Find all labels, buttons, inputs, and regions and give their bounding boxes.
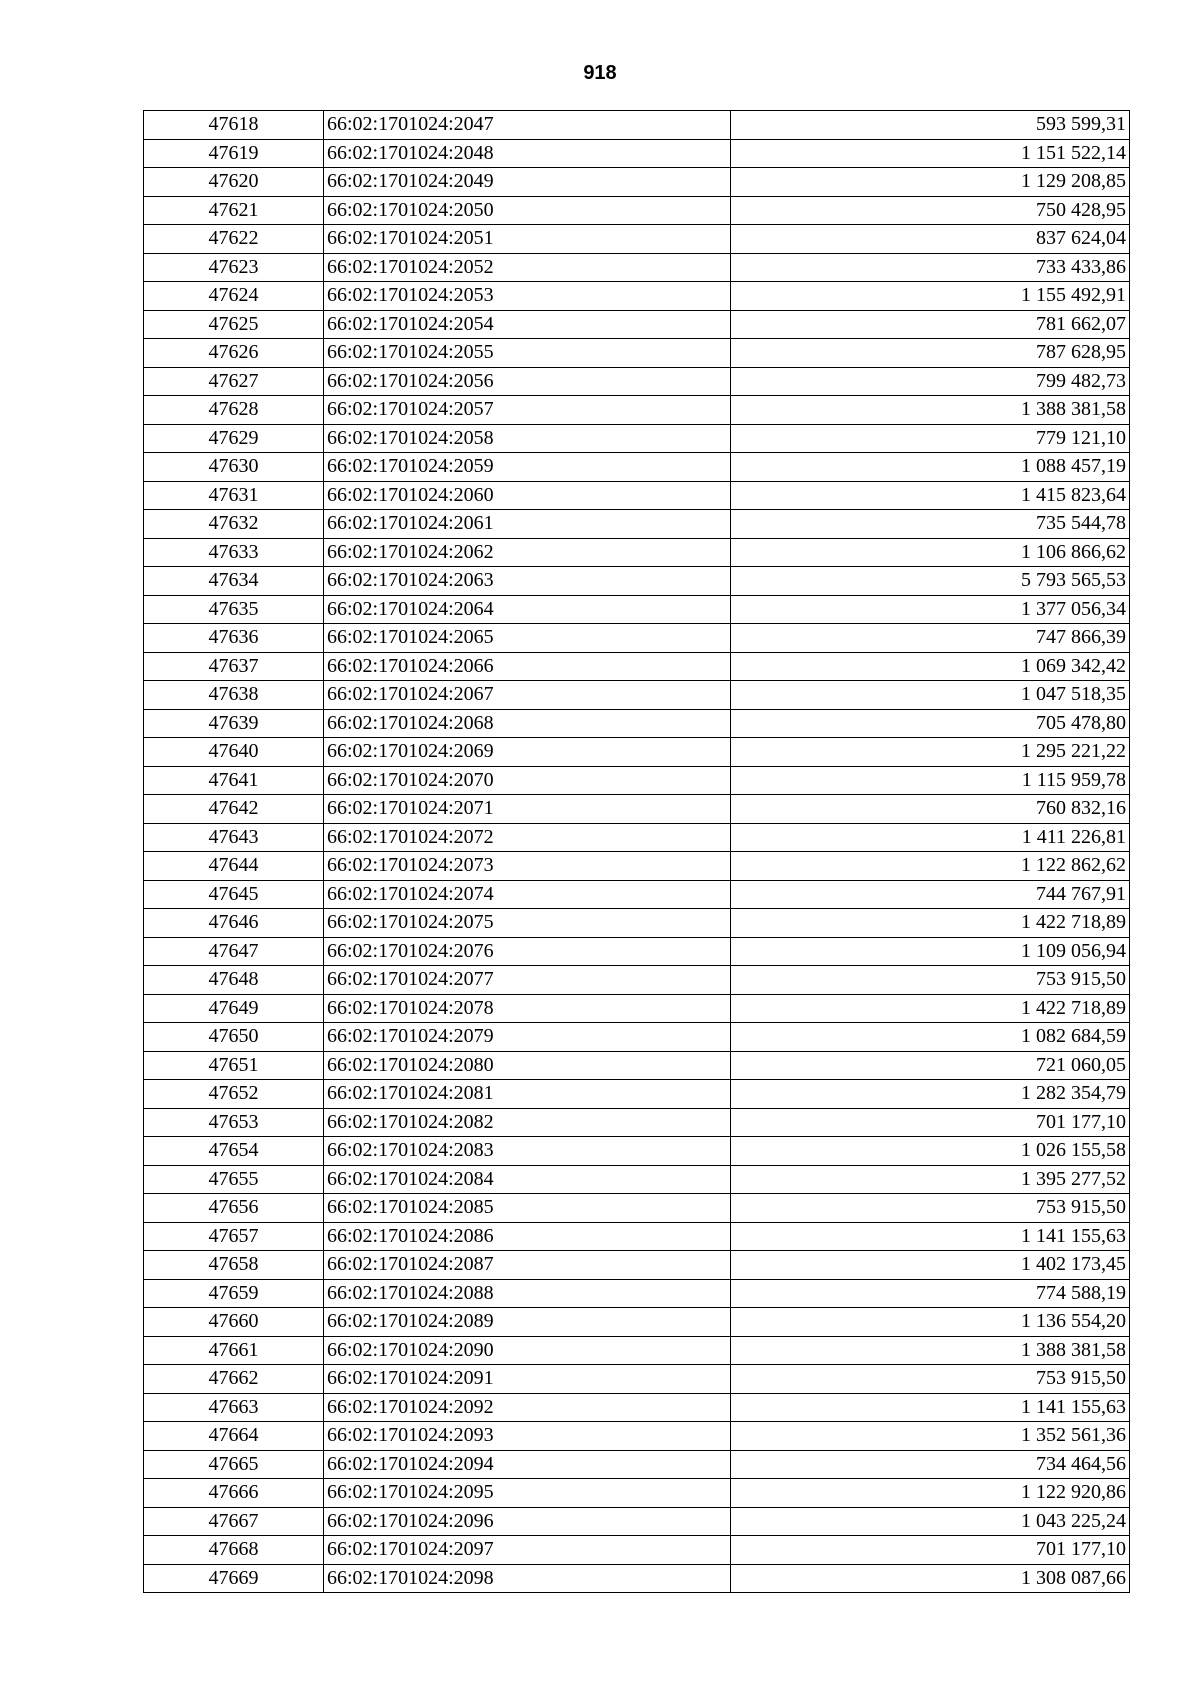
cadastral-number-cell: 66:02:1701024:2052 [324, 253, 731, 282]
cadastral-value-cell: 1 295 221,22 [731, 738, 1130, 767]
cadastral-number-cell: 66:02:1701024:2083 [324, 1137, 731, 1166]
cadastral-value-cell: 1 308 087,66 [731, 1564, 1130, 1593]
table-row [144, 396, 1130, 425]
cadastral-number-cell: 66:02:1701024:2053 [324, 282, 731, 311]
cadastral-value-cell: 5 793 565,53 [731, 567, 1130, 596]
row-number-cell: 47648 [144, 966, 324, 995]
cadastral-value-cell: 1 122 862,62 [731, 852, 1130, 881]
table-row [144, 1308, 1130, 1337]
row-number-cell: 47643 [144, 823, 324, 852]
cadastral-number-cell: 66:02:1701024:2051 [324, 225, 731, 254]
row-number-cell: 47631 [144, 481, 324, 510]
cadastral-number-cell: 66:02:1701024:2056 [324, 367, 731, 396]
table-row [144, 1023, 1130, 1052]
row-number-cell: 47625 [144, 310, 324, 339]
row-number-cell: 47655 [144, 1165, 324, 1194]
cadastral-number-cell: 66:02:1701024:2093 [324, 1422, 731, 1451]
table-row [144, 1251, 1130, 1280]
table-row [144, 1536, 1130, 1565]
row-number-cell: 47619 [144, 139, 324, 168]
row-number-cell: 47637 [144, 652, 324, 681]
cadastral-value-table [143, 110, 1130, 1593]
cadastral-number-cell: 66:02:1701024:2078 [324, 994, 731, 1023]
row-number-cell: 47645 [144, 880, 324, 909]
cadastral-value-cell: 701 177,10 [731, 1108, 1130, 1137]
table-row [144, 909, 1130, 938]
cadastral-number-cell: 66:02:1701024:2068 [324, 709, 731, 738]
cadastral-number-cell: 66:02:1701024:2072 [324, 823, 731, 852]
cadastral-value-cell: 1 043 225,24 [731, 1507, 1130, 1536]
cadastral-value-cell: 837 624,04 [731, 225, 1130, 254]
table-row [144, 994, 1130, 1023]
table-row [144, 766, 1130, 795]
cadastral-value-cell: 1 141 155,63 [731, 1222, 1130, 1251]
cadastral-value-cell: 1 136 554,20 [731, 1308, 1130, 1337]
cadastral-value-cell: 1 026 155,58 [731, 1137, 1130, 1166]
cadastral-value-cell: 1 411 226,81 [731, 823, 1130, 852]
table-row [144, 795, 1130, 824]
cadastral-value-cell: 1 115 959,78 [731, 766, 1130, 795]
row-number-cell: 47633 [144, 538, 324, 567]
cadastral-number-cell: 66:02:1701024:2081 [324, 1080, 731, 1109]
cadastral-value-cell: 1 088 457,19 [731, 453, 1130, 482]
cadastral-value-cell: 1 388 381,58 [731, 396, 1130, 425]
cadastral-number-cell: 66:02:1701024:2090 [324, 1336, 731, 1365]
table-row [144, 681, 1130, 710]
row-number-cell: 47663 [144, 1393, 324, 1422]
row-number-cell: 47641 [144, 766, 324, 795]
cadastral-number-cell: 66:02:1701024:2066 [324, 652, 731, 681]
row-number-cell: 47652 [144, 1080, 324, 1109]
cadastral-value-cell: 753 915,50 [731, 1365, 1130, 1394]
table-row [144, 652, 1130, 681]
cadastral-number-cell: 66:02:1701024:2086 [324, 1222, 731, 1251]
table-row [144, 339, 1130, 368]
cadastral-number-cell: 66:02:1701024:2095 [324, 1479, 731, 1508]
row-number-cell: 47646 [144, 909, 324, 938]
cadastral-value-cell: 733 433,86 [731, 253, 1130, 282]
row-number-cell: 47647 [144, 937, 324, 966]
row-number-cell: 47658 [144, 1251, 324, 1280]
cadastral-number-cell: 66:02:1701024:2098 [324, 1564, 731, 1593]
table-body [144, 111, 1130, 1593]
cadastral-value-cell: 1 282 354,79 [731, 1080, 1130, 1109]
table-row [144, 880, 1130, 909]
cadastral-value-cell: 1 106 866,62 [731, 538, 1130, 567]
cadastral-number-cell: 66:02:1701024:2075 [324, 909, 731, 938]
cadastral-value-cell: 1 155 492,91 [731, 282, 1130, 311]
table-row [144, 196, 1130, 225]
cadastral-number-cell: 66:02:1701024:2079 [324, 1023, 731, 1052]
cadastral-number-cell: 66:02:1701024:2047 [324, 111, 731, 140]
row-number-cell: 47624 [144, 282, 324, 311]
table-row [144, 510, 1130, 539]
cadastral-value-cell: 1 069 342,42 [731, 652, 1130, 681]
row-number-cell: 47630 [144, 453, 324, 482]
cadastral-number-cell: 66:02:1701024:2062 [324, 538, 731, 567]
table-row [144, 823, 1130, 852]
cadastral-value-cell: 701 177,10 [731, 1536, 1130, 1565]
cadastral-number-cell: 66:02:1701024:2048 [324, 139, 731, 168]
row-number-cell: 47665 [144, 1450, 324, 1479]
table-row [144, 1080, 1130, 1109]
cadastral-number-cell: 66:02:1701024:2091 [324, 1365, 731, 1394]
table-row [144, 538, 1130, 567]
row-number-cell: 47668 [144, 1536, 324, 1565]
row-number-cell: 47649 [144, 994, 324, 1023]
cadastral-number-cell: 66:02:1701024:2080 [324, 1051, 731, 1080]
row-number-cell: 47659 [144, 1279, 324, 1308]
cadastral-number-cell: 66:02:1701024:2061 [324, 510, 731, 539]
table-row [144, 966, 1130, 995]
cadastral-value-cell: 735 544,78 [731, 510, 1130, 539]
table-row [144, 937, 1130, 966]
table-row [144, 282, 1130, 311]
cadastral-value-cell: 760 832,16 [731, 795, 1130, 824]
cadastral-value-cell: 1 402 173,45 [731, 1251, 1130, 1280]
cadastral-number-cell: 66:02:1701024:2073 [324, 852, 731, 881]
cadastral-number-cell: 66:02:1701024:2074 [324, 880, 731, 909]
row-number-cell: 47667 [144, 1507, 324, 1536]
table-row [144, 1365, 1130, 1394]
row-number-cell: 47669 [144, 1564, 324, 1593]
cadastral-value-cell: 1 122 920,86 [731, 1479, 1130, 1508]
row-number-cell: 47654 [144, 1137, 324, 1166]
cadastral-number-cell: 66:02:1701024:2057 [324, 396, 731, 425]
page-number: 918 [583, 62, 617, 84]
row-number-cell: 47629 [144, 424, 324, 453]
row-number-cell: 47662 [144, 1365, 324, 1394]
table-row [144, 1108, 1130, 1137]
table-row [144, 1194, 1130, 1223]
cadastral-value-cell: 774 588,19 [731, 1279, 1130, 1308]
table-row [144, 1393, 1130, 1422]
cadastral-value-cell: 799 482,73 [731, 367, 1130, 396]
row-number-cell: 47636 [144, 624, 324, 653]
cadastral-value-cell: 1 377 056,34 [731, 595, 1130, 624]
row-number-cell: 47620 [144, 168, 324, 197]
table-row [144, 1051, 1130, 1080]
cadastral-number-cell: 66:02:1701024:2084 [324, 1165, 731, 1194]
cadastral-value-cell: 721 060,05 [731, 1051, 1130, 1080]
row-number-cell: 47635 [144, 595, 324, 624]
cadastral-value-cell: 593 599,31 [731, 111, 1130, 140]
table-row [144, 852, 1130, 881]
cadastral-number-cell: 66:02:1701024:2077 [324, 966, 731, 995]
cadastral-number-cell: 66:02:1701024:2085 [324, 1194, 731, 1223]
cadastral-value-cell: 1 151 522,14 [731, 139, 1130, 168]
cadastral-value-cell: 1 141 155,63 [731, 1393, 1130, 1422]
cadastral-number-cell: 66:02:1701024:2049 [324, 168, 731, 197]
row-number-cell: 47626 [144, 339, 324, 368]
row-number-cell: 47627 [144, 367, 324, 396]
cadastral-number-cell: 66:02:1701024:2089 [324, 1308, 731, 1337]
row-number-cell: 47621 [144, 196, 324, 225]
table-row [144, 139, 1130, 168]
row-number-cell: 47628 [144, 396, 324, 425]
cadastral-number-cell: 66:02:1701024:2076 [324, 937, 731, 966]
cadastral-value-cell: 1 082 684,59 [731, 1023, 1130, 1052]
table-row [144, 1422, 1130, 1451]
row-number-cell: 47634 [144, 567, 324, 596]
row-number-cell: 47623 [144, 253, 324, 282]
row-number-cell: 47638 [144, 681, 324, 710]
cadastral-number-cell: 66:02:1701024:2058 [324, 424, 731, 453]
row-number-cell: 47660 [144, 1308, 324, 1337]
table-row [144, 1165, 1130, 1194]
row-number-cell: 47657 [144, 1222, 324, 1251]
cadastral-number-cell: 66:02:1701024:2088 [324, 1279, 731, 1308]
table-row [144, 1479, 1130, 1508]
table-row [144, 1279, 1130, 1308]
cadastral-value-cell: 779 121,10 [731, 424, 1130, 453]
cadastral-number-cell: 66:02:1701024:2097 [324, 1536, 731, 1565]
cadastral-number-cell: 66:02:1701024:2069 [324, 738, 731, 767]
table-row [144, 453, 1130, 482]
row-number-cell: 47618 [144, 111, 324, 140]
cadastral-value-cell: 1 422 718,89 [731, 994, 1130, 1023]
table-row [144, 1137, 1130, 1166]
cadastral-number-cell: 66:02:1701024:2096 [324, 1507, 731, 1536]
cadastral-value-cell: 781 662,07 [731, 310, 1130, 339]
row-number-cell: 47640 [144, 738, 324, 767]
cadastral-value-cell: 750 428,95 [731, 196, 1130, 225]
table-row [144, 225, 1130, 254]
cadastral-value-cell: 753 915,50 [731, 1194, 1130, 1223]
cadastral-value-cell: 787 628,95 [731, 339, 1130, 368]
table-row [144, 253, 1130, 282]
cadastral-value-cell: 1 109 056,94 [731, 937, 1130, 966]
row-number-cell: 47622 [144, 225, 324, 254]
table-row [144, 1450, 1130, 1479]
table-row [144, 424, 1130, 453]
cadastral-value-cell: 1 415 823,64 [731, 481, 1130, 510]
cadastral-number-cell: 66:02:1701024:2070 [324, 766, 731, 795]
cadastral-number-cell: 66:02:1701024:2067 [324, 681, 731, 710]
cadastral-value-cell: 734 464,56 [731, 1450, 1130, 1479]
cadastral-number-cell: 66:02:1701024:2059 [324, 453, 731, 482]
table-row [144, 1507, 1130, 1536]
table-row [144, 168, 1130, 197]
cadastral-number-cell: 66:02:1701024:2065 [324, 624, 731, 653]
cadastral-value-cell: 747 866,39 [731, 624, 1130, 653]
table-row [144, 310, 1130, 339]
cadastral-value-cell: 753 915,50 [731, 966, 1130, 995]
cadastral-value-cell: 744 767,91 [731, 880, 1130, 909]
table-row [144, 595, 1130, 624]
cadastral-number-cell: 66:02:1701024:2071 [324, 795, 731, 824]
cadastral-value-cell: 705 478,80 [731, 709, 1130, 738]
cadastral-number-cell: 66:02:1701024:2064 [324, 595, 731, 624]
row-number-cell: 47639 [144, 709, 324, 738]
cadastral-number-cell: 66:02:1701024:2094 [324, 1450, 731, 1479]
row-number-cell: 47666 [144, 1479, 324, 1508]
row-number-cell: 47650 [144, 1023, 324, 1052]
row-number-cell: 47661 [144, 1336, 324, 1365]
table-row [144, 367, 1130, 396]
row-number-cell: 47632 [144, 510, 324, 539]
row-number-cell: 47651 [144, 1051, 324, 1080]
table-row [144, 624, 1130, 653]
cadastral-number-cell: 66:02:1701024:2092 [324, 1393, 731, 1422]
table-row [144, 567, 1130, 596]
row-number-cell: 47644 [144, 852, 324, 881]
table-row [144, 1564, 1130, 1593]
row-number-cell: 47642 [144, 795, 324, 824]
cadastral-number-cell: 66:02:1701024:2050 [324, 196, 731, 225]
cadastral-number-cell: 66:02:1701024:2055 [324, 339, 731, 368]
row-number-cell: 47664 [144, 1422, 324, 1451]
cadastral-value-cell: 1 388 381,58 [731, 1336, 1130, 1365]
cadastral-value-cell: 1 422 718,89 [731, 909, 1130, 938]
cadastral-value-cell: 1 129 208,85 [731, 168, 1130, 197]
row-number-cell: 47656 [144, 1194, 324, 1223]
row-number-cell: 47653 [144, 1108, 324, 1137]
table-row [144, 481, 1130, 510]
cadastral-value-cell: 1 395 277,52 [731, 1165, 1130, 1194]
cadastral-number-cell: 66:02:1701024:2060 [324, 481, 731, 510]
table-row [144, 709, 1130, 738]
table-row [144, 1222, 1130, 1251]
table-row [144, 1336, 1130, 1365]
cadastral-number-cell: 66:02:1701024:2054 [324, 310, 731, 339]
cadastral-number-cell: 66:02:1701024:2082 [324, 1108, 731, 1137]
table-row [144, 111, 1130, 140]
cadastral-number-cell: 66:02:1701024:2087 [324, 1251, 731, 1280]
table-row [144, 738, 1130, 767]
cadastral-value-cell: 1 352 561,36 [731, 1422, 1130, 1451]
cadastral-value-cell: 1 047 518,35 [731, 681, 1130, 710]
cadastral-number-cell: 66:02:1701024:2063 [324, 567, 731, 596]
